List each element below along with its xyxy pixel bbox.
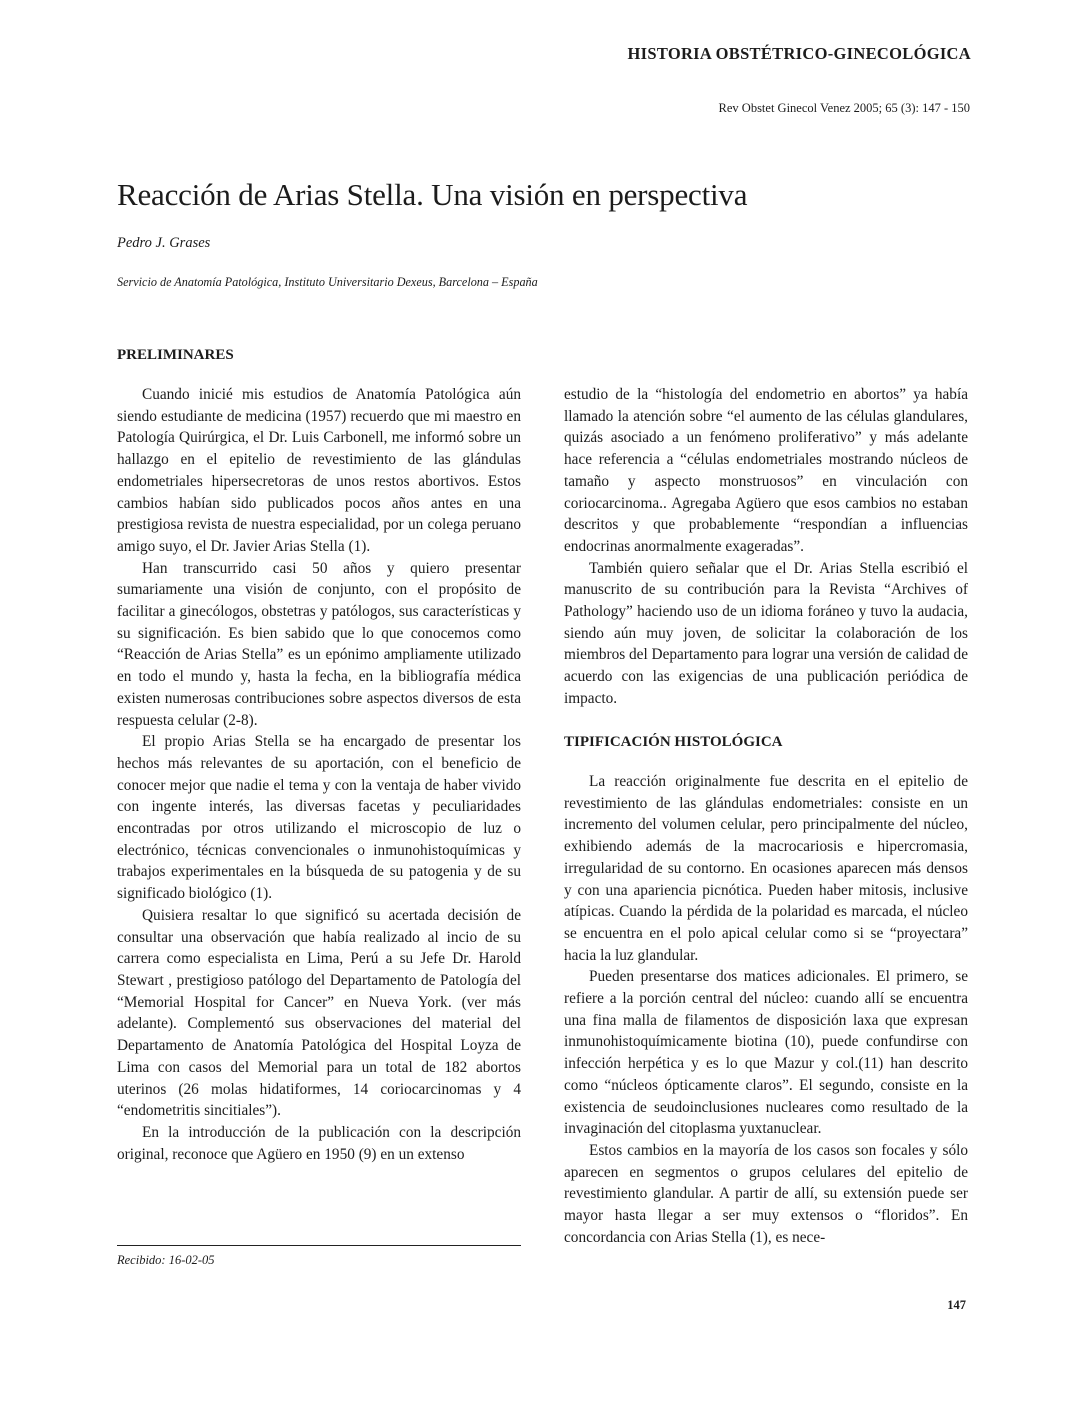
page-number: 147	[947, 1298, 966, 1312]
paragraph: Pueden presentarse dos matices adicionales. El primero, se refiere a la porción central del núcleo: cuando allí se encuentra una fina malla de filamentos de disposición laxa que expresan inmunohistoquímicamente biotina (10), puede confundirse con infección herpética y es lo que Mazur y col.(11) han descrito como “núcleos ópticamente claros”. El segundo, consiste en la existencia de seudoinclusiones nucleares como resultado de la invaginación del citoplasma yuxtanuclear.	[564, 968, 968, 1138]
journal-citation: Rev Obstet Ginecol Venez 2005; 65 (3): 147 - 150	[718, 101, 970, 115]
right-column-top	[564, 384, 968, 710]
article-title: Reacción de Arias Stella. Una visión en perspectiva	[117, 177, 748, 212]
article-author: Pedro J. Grases	[117, 235, 211, 251]
paragraph: Quisiera resaltar lo que significó su acertada decisión de consultar una observación que había realizado al incio de su carrera como especialista en Lima, Perú a su Jefe Dr. Harold Stewart , prestigioso patólogo del Departamento de Patología del “Memorial Hospital for Cancer” en Nueva York. (ver más adelante). Complementó sus observaciones del material del Departamento de Anatomía Patológica del Hospital Loyza de Lima con casos del Memorial para un total de 182 abortos uterinos (26 molas hidatiformes, 14 coriocarcinomas y 4 “endometritis sincitiales”).	[117, 906, 521, 1120]
author-affiliation: Servicio de Anatomía Patológica, Instituto Universitario Dexeus, Barcelona – España	[117, 275, 538, 289]
right-column-bottom	[564, 771, 968, 1248]
heading-preliminares: PRELIMINARES	[117, 347, 234, 363]
paragraph: También quiero señalar que el Dr. Arias Stella escribió el manuscrito de su contribución para la Revista “Archives of Pathology” haciendo uso de un idioma foráneo y tuvo la audacia, siendo aún muy joven, de solicitar la colaboración de los miembros del Departamento para lograr una versión de calidad de acuerdo con las exigencias de una publicación periódica de impacto.	[564, 559, 968, 707]
journal-section-header: HISTORIA OBSTÉTRICO-GINECOLÓGICA	[627, 44, 971, 63]
paragraph-continuation: estudio de la “histología del endometrio en abortos” ya había llamado la atención sobre “el aumento de las células glandulares, quizás asociado a un fenómeno proliferativo” y más adelante hace referencia a “células endometriales mostrando núcleos de tamaño y aspecto monstruosos” en vinculación con coriocarcinoma.. Agregaba Agüero que esos cambios no estaban descritos y que probablemente “respondían a influencias endocrinas anormalmente exageradas”.	[564, 386, 968, 555]
paragraph: Han transcurrido casi 50 años y quiero presentar sumariamente una visión de conjunto, con el propósito de facilitar a ginecólogos, obstetras y patólogos, sus características y su significación. Es bien sabido que lo que conocemos como “Reacción de Arias Stella” es un epónimo ampliamente utilizado en todo el mundo y, hasta la fecha, en la bibliografía médica existen numerosas contribuciones sobre aspectos diversos de esta respuesta celular (2-8).	[117, 559, 521, 729]
left-column	[117, 384, 521, 1165]
paragraph: La reacción originalmente fue descrita en el epitelio de revestimiento de las glándulas endometriales: consiste en un incremento del volumen celular, pero principalmente del núcleo, exhibiendo además de la macrocariosis e hipercromasia, irregularidad de su contorno. En ocasiones aparecen más densos y con una apariencia picnótica. Pueden haber mitosis, inclusive atípicas. Cuando la pérdida de la polaridad es marcada, el núcleo se encuentra en el polo apical celular como si se “proyectara” hacia la luz glandular.	[564, 773, 968, 964]
paragraph: El propio Arias Stella se ha encargado de presentar los hechos más relevantes de su aportación, con el beneficio de conocer mejor que nadie el tema y con la ventaja de haber vivido con ingente interés, las diversas facetas y peculiaridades encontradas por otros utilizando el microscopio de luz o electrónico, técnicas convencionales o inmunohistoquímicas y trabajos experimentales en la búsqueda de su patogenia y de su significado biológico (1).	[117, 733, 521, 903]
received-date: Recibido: 16-02-05	[117, 1253, 215, 1267]
heading-tipificacion-histologica: TIPIFICACIÓN HISTOLÓGICA	[564, 734, 783, 750]
footnote-divider	[117, 1245, 521, 1246]
paragraph: Cuando inicié mis estudios de Anatomía Patológica aún siendo estudiante de medicina (1957) recuerdo que mi maestro en Patología Quirúrgica, el Dr. Luis Carbonell, me informó sobre un hallazgo en el epitelio de revestimiento de las glándulas endometriales hipersecretoras de unos restos abortivos. Estos cambios habían sido publicados pocos años antes en una prestigiosa revista de nuestra especialidad, por un colega peruano amigo suyo, el Dr. Javier Arias Stella (1).	[117, 386, 521, 555]
paragraph: En la introducción de la publicación con la descripción original, reconoce que Agüero en 1950 (9) en un extenso	[117, 1123, 521, 1163]
paragraph: Estos cambios en la mayoría de los casos son focales y sólo aparecen en segmentos o grupos celulares del epitelio de revestimiento glandular. A partir de allí, su extensión puede ser mayor hasta llegar a ser muy extensos o “floridos”. En concordancia con Arias Stella (1), es nece-	[564, 1141, 968, 1246]
